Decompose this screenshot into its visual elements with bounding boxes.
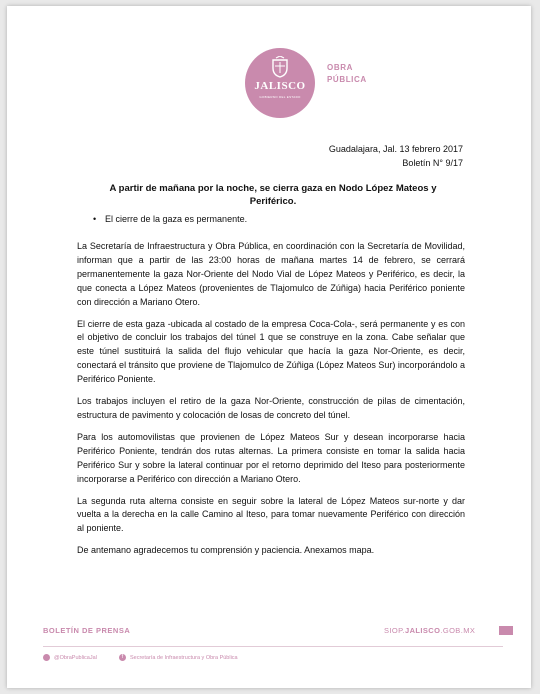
document-page [7,6,531,688]
footer-social-twitter [43,654,97,661]
footer-accent-bar [499,626,513,635]
site-prefix: SIOP. [384,626,406,635]
paragraph: Para los automovilistas que provienen de López Mateos Sur y desean incorporarse hacia Periférico Poniente, tendrán dos rutas alternas. La primera consiste en tomar la salida hacia Periférico Sur y sobre la lateral continuar por el retorno deprimido del Iteso para posteriormente incorporarse a Periférico con dirección a Mariano Otero. [77,431,465,484]
footer-social-facebook [119,654,238,661]
twitter-handle: @ObraPublicaJal [54,654,97,661]
footer-website [384,626,475,635]
site-suffix: .GOB.MX [440,626,476,635]
footer-label: BOLETÍN DE PRENSA [43,626,131,635]
bulletin-number: Boletín N° 9/17 [402,158,463,168]
logo-subtext: GOBIERNO DEL ESTADO [259,95,301,99]
coat-of-arms-icon [270,56,290,78]
twitter-icon [43,654,50,661]
department-name [327,62,367,86]
paragraph: Los trabajos incluyen el retiro de la gaza Nor-Oriente, construcción de pilas de cimentación, estructura de pavimento y colocación de losas de concreto del túnel. [77,396,465,420]
paragraph: De antemano agradecemos tu comprensión y paciencia. Anexamos mapa. [77,545,375,556]
bullet-icon: • [93,214,97,224]
paragraph: La Secretaría de Infraestructura y Obra Pública, en coordinación con la Secretaría de Movilidad, informan que a partir de las 23:00 horas de mañana martes 14 de febrero, se cerrará permanentemente la gaza Nor-Oriente del Nodo Vial de López Mateos y Periférico, es decir, la que conecta a López Mateos (provenientes de Tlajomulco de Zúñiga) hacia Periférico poniente con dirección a Mariano Otero. [77,241,465,307]
bullet-list [93,213,247,225]
facebook-icon: f [119,654,126,661]
dateline [329,142,463,170]
paragraph: El cierre de esta gaza -ubicada al costado de la empresa Coca-Cola-, será permanente y es con el objetivo de concluir los trabajos del túnel 1 que se construye en la zona. Cabe señalar que este túnel sustituirá la salida del flujo vehicular que hacía la gaza Nor-Oriente, es decir, conectará el tránsito que proviene de Tlajomulco de Zúñiga (López Mateos Sur) incorporándolo a Periférico Poniente. [77,318,465,385]
bullet-text: El cierre de la gaza es permanente. [105,214,248,224]
bullet-item [93,213,247,225]
place-date: Guadalajara, Jal. 13 febrero 2017 [328,144,463,154]
logo-circle [245,48,315,118]
site-bold: JALISCO [405,626,441,635]
press-release-title: A partir de mañana por la noche, se cierra gaza en Nodo López Mateos y Periférico. [109,183,437,207]
facebook-name: Secretaría de Infraestructura y Obra Pública [130,654,238,661]
department-line-2: PÚBLICA [327,75,367,84]
footer-divider [43,646,503,647]
paragraph: La segunda ruta alterna consiste en seguir sobre la lateral de López Mateos sur-norte y dar vuelta a la derecha en la calle Camino al Iteso, para tomar nuevamente Periférico con dirección al poniente. [77,495,465,534]
department-line-1: OBRA [327,63,353,72]
logo-text: JALISCO [254,80,306,92]
body-text [77,240,465,566]
